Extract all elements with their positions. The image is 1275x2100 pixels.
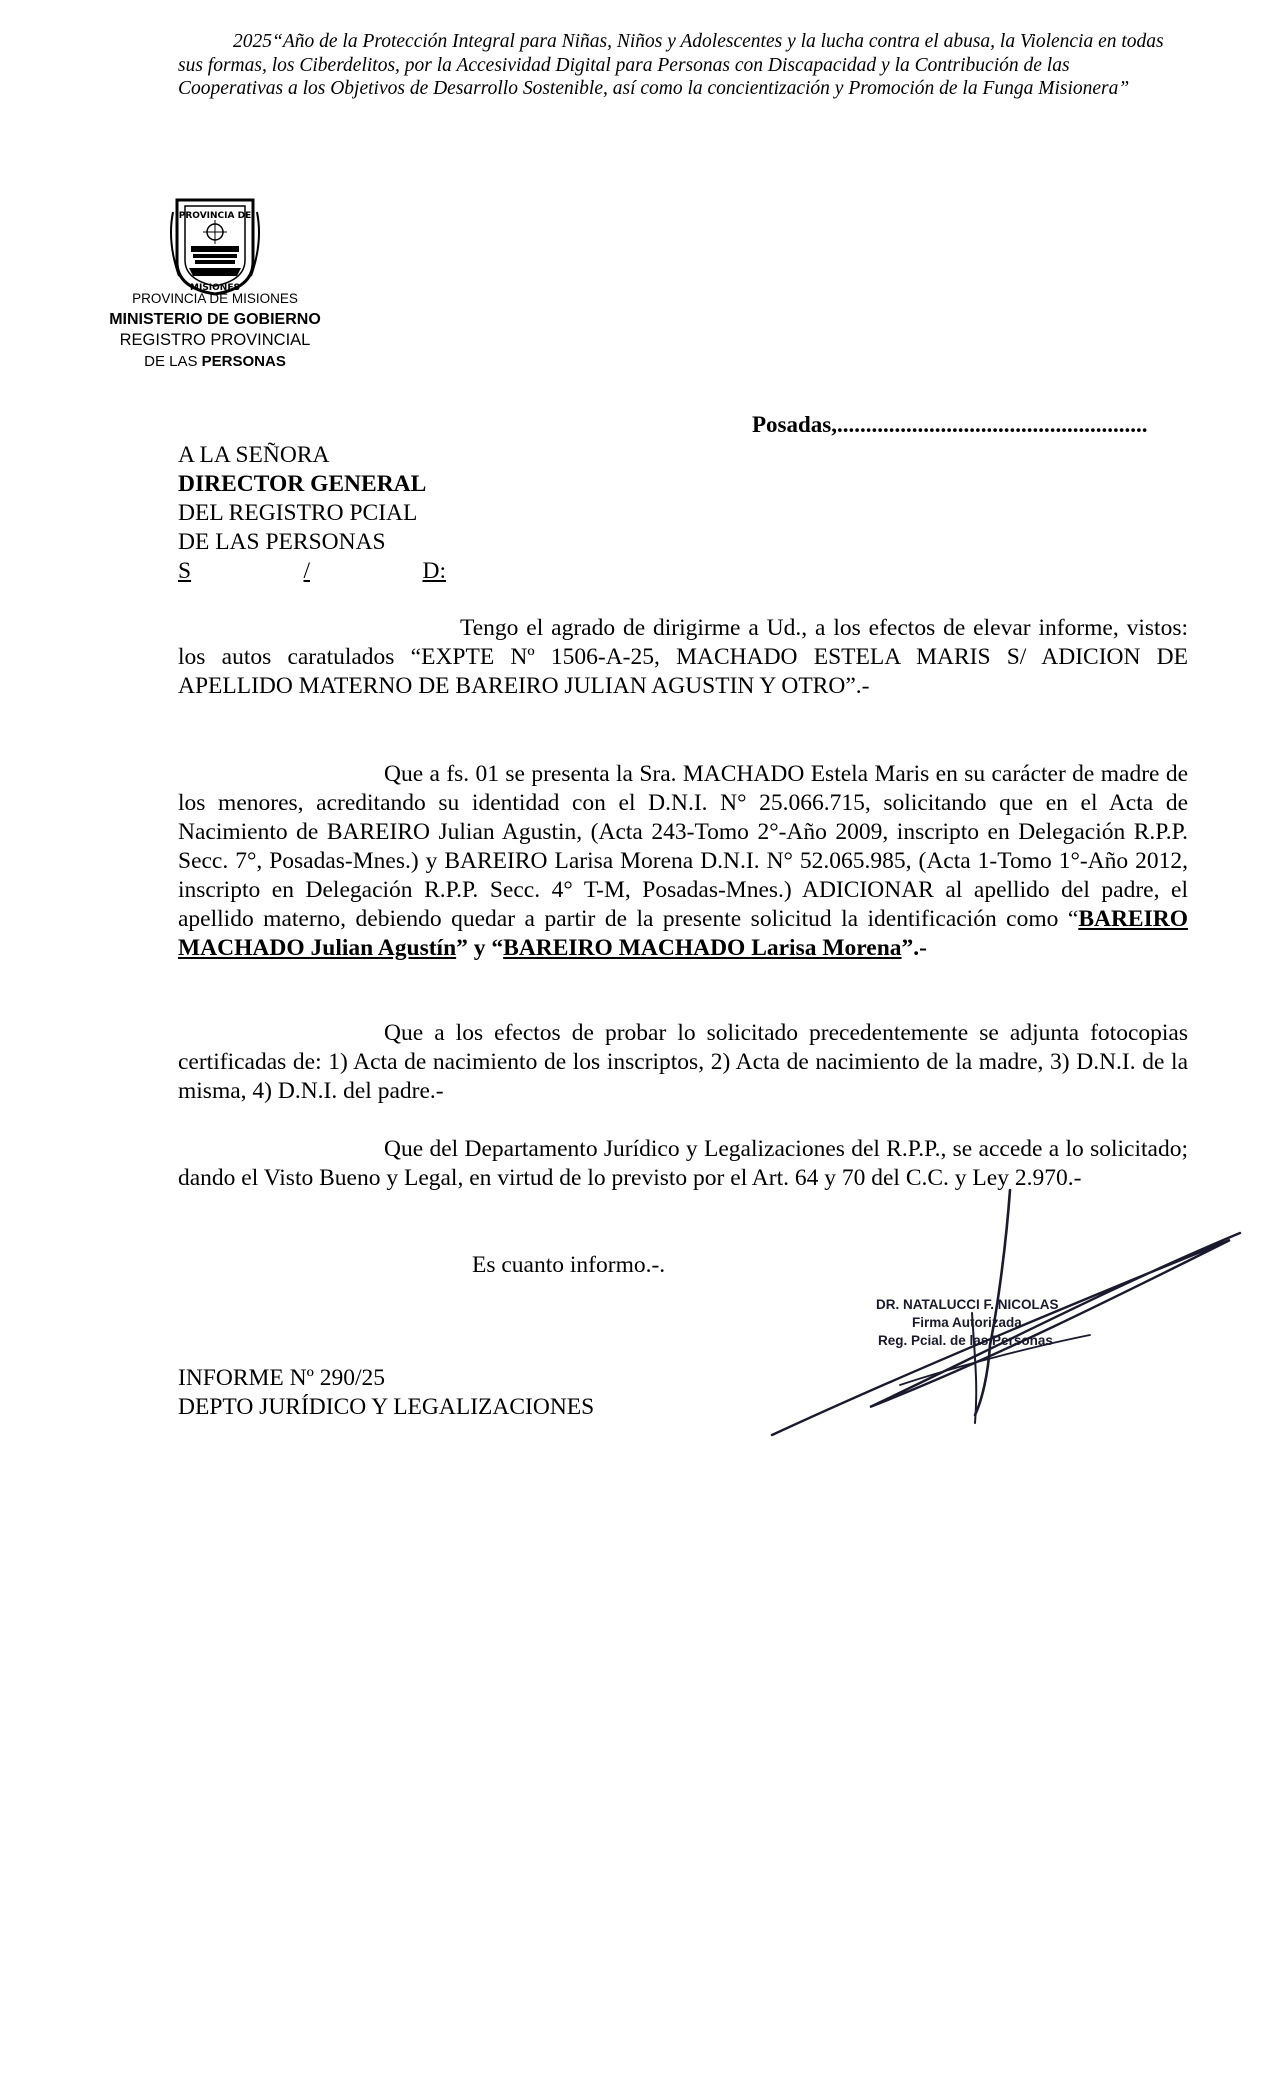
request-end: ”.- (901, 935, 927, 961)
stamp-title: Firma Autorizada (912, 1315, 1022, 1330)
paragraph-attachments: Que a los efectos de probar lo solicitado precedentemente se adjunta fotocopias certificadas de: 1) Acta de nacimiento de los inscriptos, 2) Acta de nacimiento de la madre, 3) D.N.I. de la misma, 4) D.N.I. del padre.- (178, 1020, 1188, 1104)
new-name-2: BAREIRO MACHADO Larisa Morena (503, 935, 902, 961)
letterhead-ministry: MINISTERIO DE GOBIERNO (109, 311, 321, 328)
year-motto: 2025“Año de la Protección Integral para Niñas, Niños y Adolescentes y la lucha contra el abusa, la Violencia en todas sus formas, los Ciberdelitos, por la Accesividad Digital para Personas con Discapacidad y la Contribución de las Cooperativas a los Objetivos de Desarrollo Sostenible, así como la concientización y Promoción de la Funga Misionera” (178, 31, 1164, 99)
letterhead-persons-bold: PERSONAS (201, 353, 286, 370)
letterhead-persons-prefix: DE LAS (144, 353, 198, 370)
report-department: DEPTO JURÍDICO Y LEGALIZACIONES (178, 1394, 595, 1420)
letterhead-province: PROVINCIA DE MISIONES (132, 291, 298, 306)
sd-s: S (178, 558, 192, 584)
svg-text:PROVINCIA DE: PROVINCIA DE (178, 211, 252, 221)
paragraph-request (178, 760, 1188, 963)
letterhead-persons (95, 351, 335, 372)
request-text: Que a fs. 01 se presenta la Sra. MACHADO Estela Maris en su carácter de madre de los menores, acreditando su identidad con el D.N.I. N° 25.066.715, solicitando que en el Acta de Nacimiento de BAREIRO Julian Agustin, (Acta 243-Tomo 2°-Año 2009, inscripto en Delegación R.P.P. Secc. 7°, Posadas-Mnes.) y BAREIRO Larisa Morena D.N.I. N° 52.065.985, (Acta 1-Tomo 1°-Año 2012, inscripto en Delegación R.P.P. Secc. 4° T-M, Posadas-Mnes.) ADICIONAR al apellido del padre, el apellido materno, debiendo quedar a partir de la presente solicitud la identificación como (178, 761, 1188, 932)
letterhead-registry: REGISTRO PROVINCIAL (119, 331, 311, 349)
letterhead (95, 288, 335, 372)
addressee-line-1: A LA SEÑORA (178, 442, 330, 468)
sd-slash: / (303, 558, 311, 584)
svg-text:MISIONES: MISIONES (190, 283, 240, 293)
stamp-name: DR. NATALUCCI F. NICOLAS (876, 1297, 1059, 1312)
addressee-line-4: DE LAS PERSONAS (178, 529, 386, 555)
su-despacho-line (178, 557, 446, 586)
sd-d: D: (422, 558, 446, 584)
report-number: INFORME Nº 290/25 (178, 1365, 386, 1391)
addressee-block (178, 441, 446, 586)
addressee-line-2: DIRECTOR GENERAL (178, 471, 427, 497)
closing-line: Es cuanto informo.-. (472, 1252, 666, 1278)
name-connector: ” y “ (456, 935, 504, 961)
handwritten-signature (760, 1185, 1250, 1445)
report-reference (178, 1364, 594, 1422)
paragraph-intro: Tengo el agrado de dirigirme a Ud., a los efectos de elevar informe, vistos: los autos caratulados “EXPTE Nº 1506-A-25, MACHADO ESTELA MARIS S/ ADICION DE APELLIDO MATERNO DE BAREIRO JULIAN AGUSTIN Y OTRO”.- (178, 615, 1188, 699)
provincial-crest-logo (165, 192, 265, 298)
addressee-line-3: DEL REGISTRO PCIAL (178, 500, 418, 526)
date-line: Posadas,...................................................... (752, 412, 1148, 437)
new-name-1: BAREIRO MACHADO Julian Agustín (178, 906, 1188, 961)
stamp-office: Reg. Pcial. de las Personas (878, 1333, 1053, 1348)
quote-open: “ (1067, 906, 1079, 932)
paragraph-approval: Que del Departamento Jurídico y Legalizaciones del R.P.P., se accede a lo solicitado; dando el Visto Bueno y Legal, en virtud de lo previsto por el Art. 64 y 70 del C.C. y Ley 2.970.- (178, 1136, 1188, 1191)
